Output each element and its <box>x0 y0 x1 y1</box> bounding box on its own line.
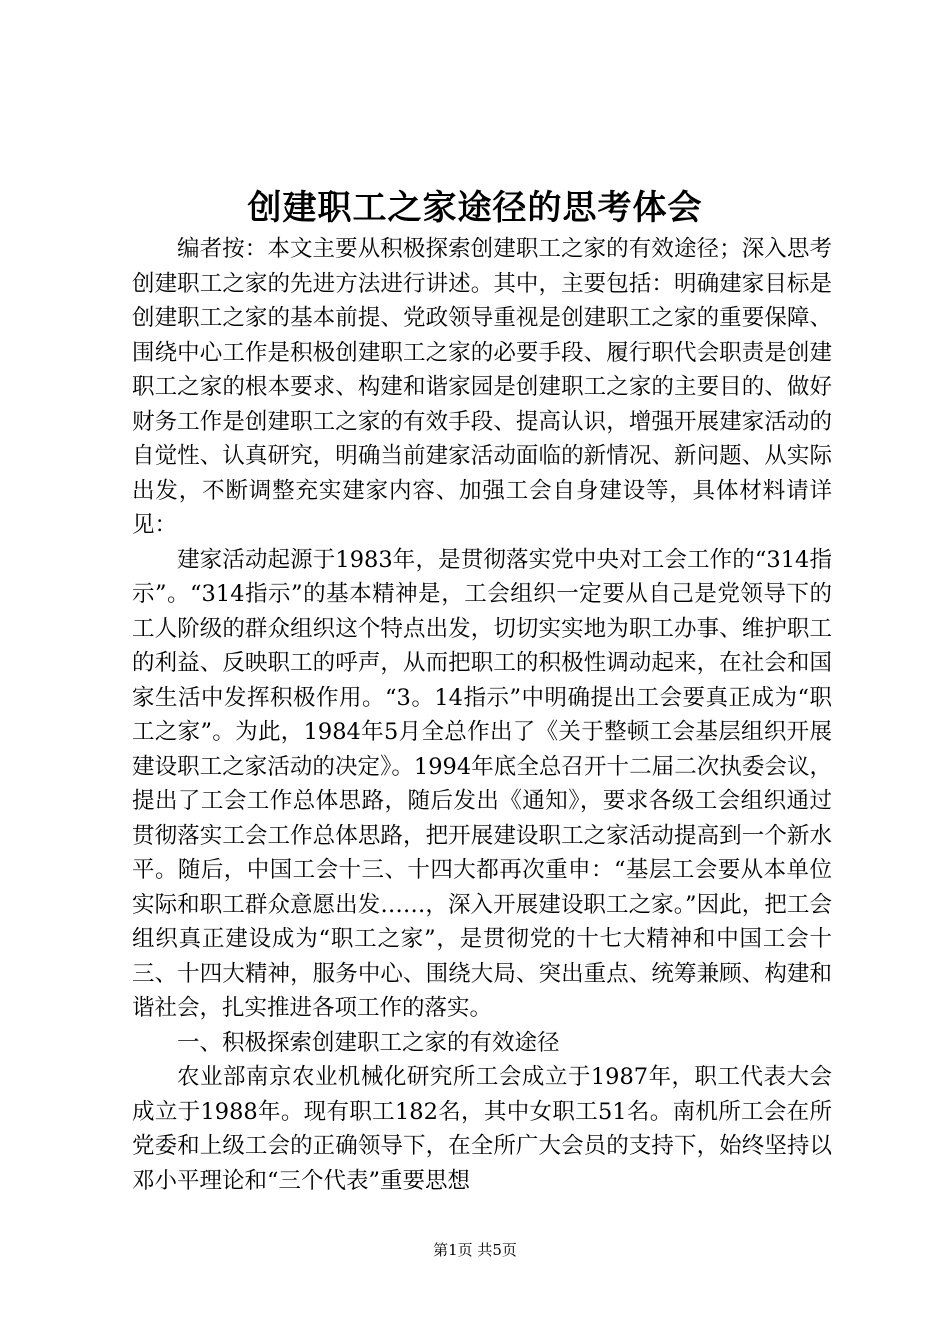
editor-note-paragraph: 编者按：本文主要从积极探索创建职工之家的有效途径；深入思考创建职工之家的先进方法进行讲述。其中，主要包括：明确建家目标是创建职工之家的基本前提、党政领导重视是创建职工之家的重要保障、围绕中心工作是积极创建职工之家的必要手段、履行职代会职责是创建职工之家的根本要求、构建和谐家园是创建职工之家的主要目的、做好财务工作是创建职工之家的有效手段、提高认识，增强开展建家活动的自觉性、认真研究，明确当前建家活动面临的新情况、新问题、从实际出发，不断调整充实建家内容、加强工会自身建设等，具体材料请详见： <box>132 236 832 538</box>
intro-paragraph: 农业部南京农业机械化研究所工会成立于1987年，职工代表大会成立于1988年。现有职工182名，其中女职工51名。南机所工会在所党委和上级工会的正确领导下，在全所广大会员的支持下，始终坚持以邓小平理论和“三个代表”重要思想 <box>132 1064 832 1194</box>
document-title: 创建职工之家途径的思考体会 <box>247 188 703 228</box>
page-footer: 第1页 共5页 <box>433 1241 517 1259</box>
section-heading: 一、积极探索创建职工之家的有效途径 <box>177 1029 560 1056</box>
document-body <box>132 232 832 1198</box>
history-paragraph: 建家活动起源于1983年，是贯彻落实党中央对工会工作的“314指示”。“314指示”的基本精神是，工会组织一定要从自己是党领导下的工人阶级的群众组织这个特点出发，切切实实地为职工办事、维护职工的利益、反映职工的呼声，从而把职工的积极性调动起来，在社会和国家生活中发挥积极作用。“3。14指示”中明确提出工会要真正成为“职工之家”。为此，1984年5月全总作出了《关于整顿工会基层组织开展建设职工之家活动的决定》。1994年底全总召开十二届二次执委会议，提出了工会工作总体思路，随后发出《通知》，要求各级工会组织通过贯彻落实工会工作总体思路，把开展建设职工之家活动提高到一个新水平。随后，中国工会十三、十四大都再次重申：“基层工会要从本单位实际和职工群众意愿出发……，深入开展建设职工之家。”因此，把工会组织真正建设成为“职工之家”，是贯彻党的十七大精神和中国工会十三、十四大精神，服务中心、围绕大局、突出重点、统筹兼顾、构建和谐社会，扎实推进各项工作的落实。 <box>132 546 832 1021</box>
